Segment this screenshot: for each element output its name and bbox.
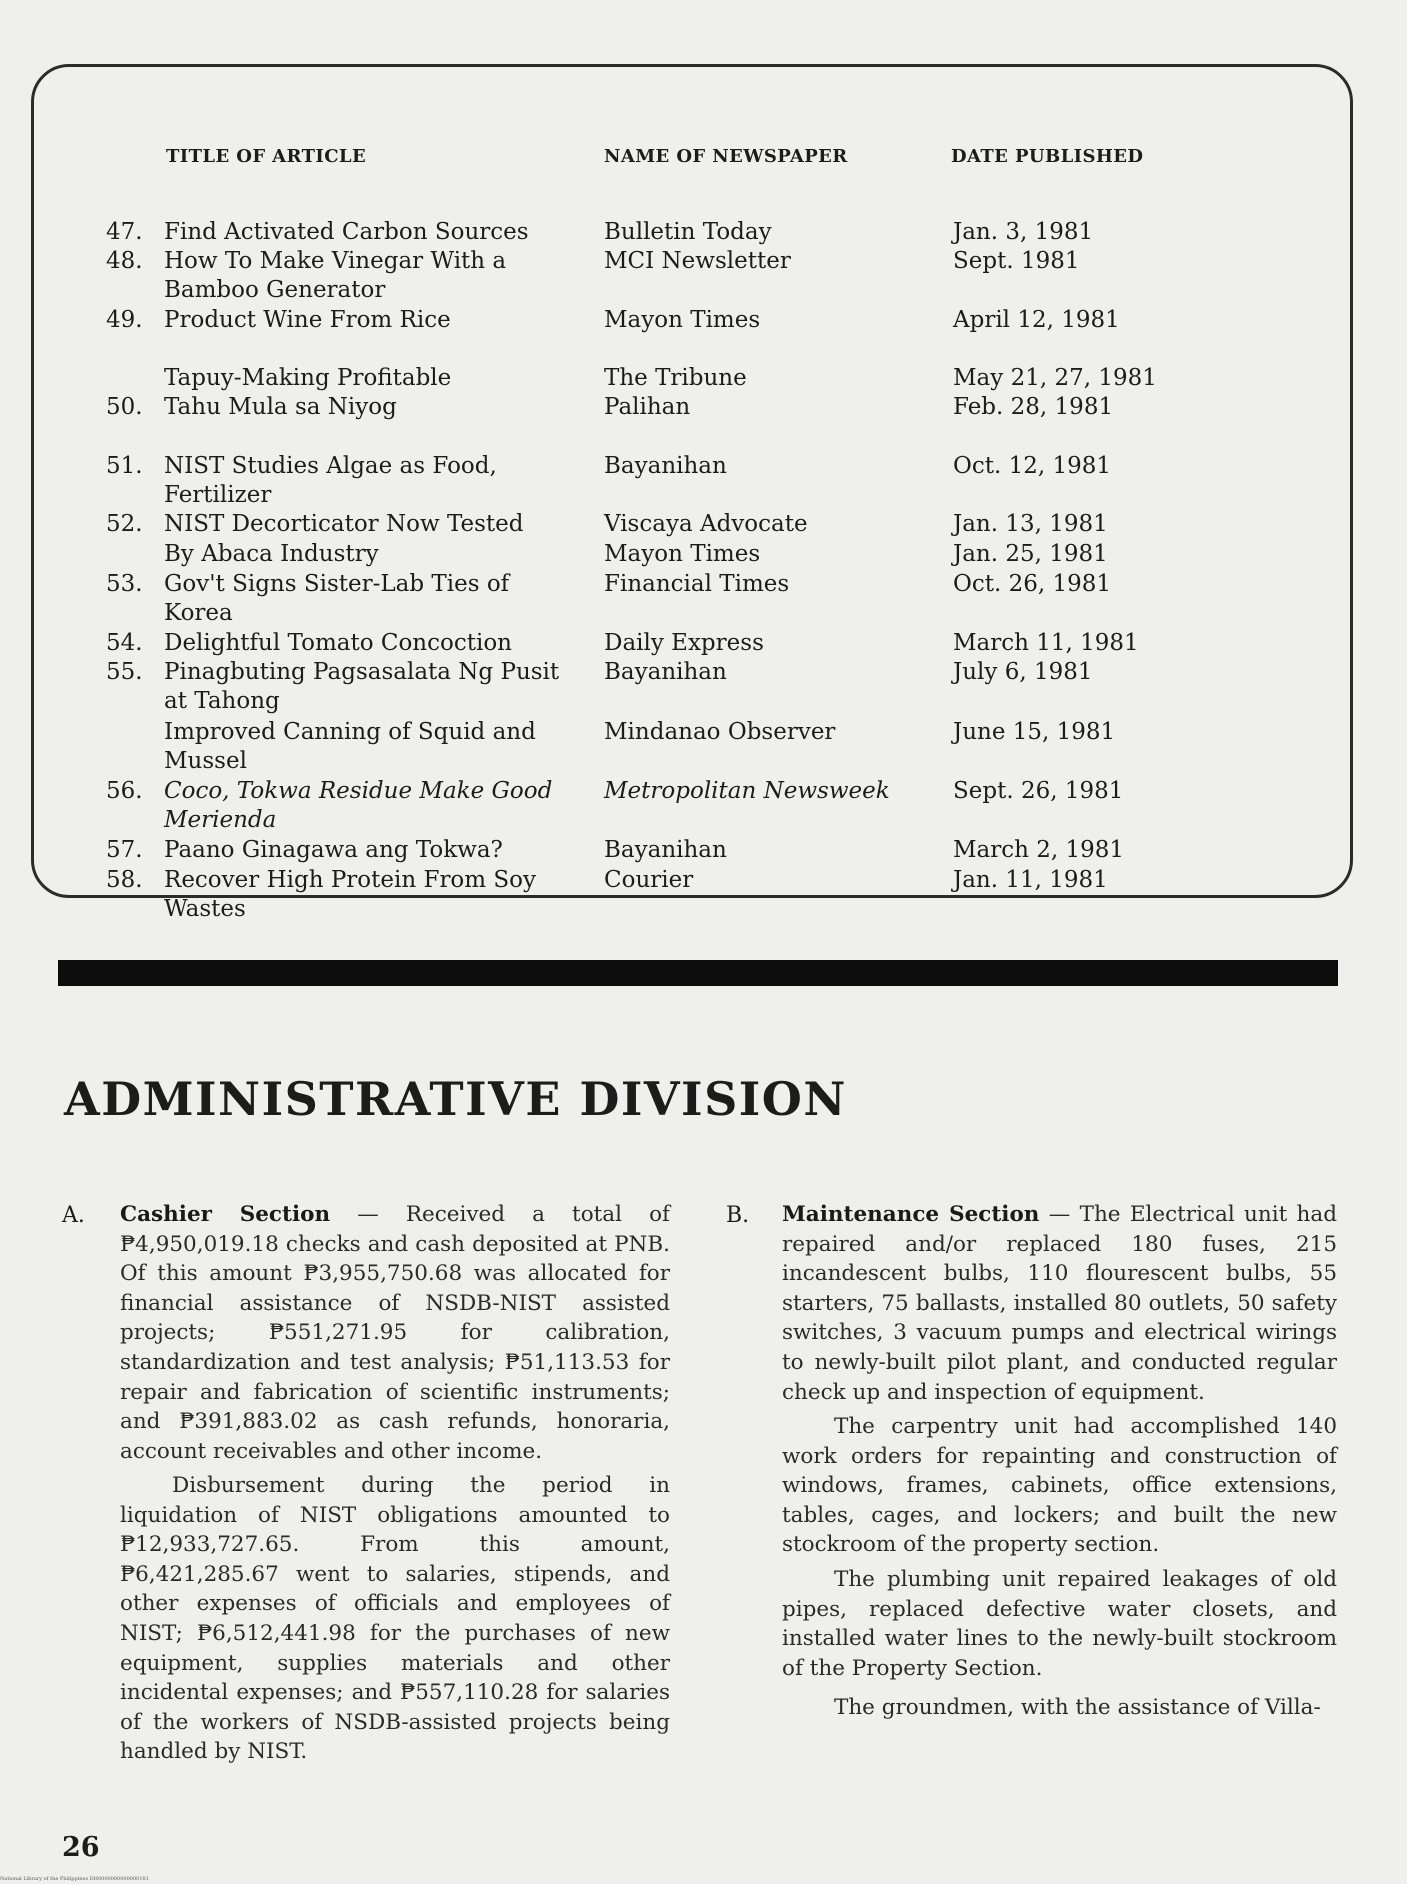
article-title: Improved Canning of Squid and Mussel (164, 719, 536, 774)
date-published: Oct. 12, 1981 (953, 453, 1112, 479)
section-a-title: Cashier Section (120, 1202, 331, 1227)
article-title: Pinagbuting Pagsasalata Ng Pusit at Tahong (164, 659, 560, 714)
newspaper-name: Courier (604, 867, 694, 893)
date-published: Jan. 13, 1981 (953, 511, 1108, 537)
article-title: Recover High Protein From Soy Wastes (164, 867, 536, 922)
article-title: NIST Decorticator Now Tested (164, 511, 524, 537)
row-number: 49. (106, 307, 143, 333)
newspaper-name: Financial Times (604, 571, 790, 597)
row-number: 54. (106, 630, 143, 656)
newspaper-name: Metropolitan Newsweek (604, 778, 890, 804)
article-title: Coco, Tokwa Residue Make Good Merienda (164, 778, 553, 833)
section-b-title: Maintenance Section (782, 1202, 1040, 1227)
article-title: By Abaca Industry (164, 541, 379, 567)
article-title: Delightful Tomato Concoction (164, 630, 512, 656)
article-title: Tahu Mula sa Niyog (164, 394, 397, 420)
newspaper-name: Mayon Times (604, 541, 761, 567)
date-published: July 6, 1981 (953, 659, 1093, 685)
date-published: March 11, 1981 (953, 630, 1139, 656)
article-title: Product Wine From Rice (164, 307, 451, 333)
article-title: Paano Ginagawa ang Tokwa? (164, 837, 503, 863)
row-number: 56. (106, 778, 143, 804)
header-newspaper: NAME OF NEWSPAPER (604, 146, 848, 167)
page-number: 26 (62, 1832, 100, 1863)
section-b-paragraph-3: The plumbing unit repaired leakages of old pipes, replaced defective water closets, and installed water lines to the newly-built stockroom of the Property Section. (782, 1567, 1337, 1681)
row-number: 51. (106, 453, 143, 479)
section-b-paragraph-4: The groundmen, with the assistance of Villa- (834, 1695, 1321, 1720)
date-published: Jan. 11, 1981 (953, 867, 1108, 893)
article-title: How To Make Vinegar With a Bamboo Generator (164, 248, 507, 303)
section-b-paragraph-2: The carpentry unit had accomplished 140 work orders for repainting and construction of windows, frames, cabinets, office extensions, tables, cages, and lockers; and built the new stockroom of the property section. (782, 1414, 1337, 1558)
date-published: Feb. 28, 1981 (953, 394, 1114, 420)
section-b-paragraph-1: Maintenance Section — The Electrical unit had repaired and/or replaced 180 fuses, 215 incandescent bulbs, 110 flourescent bulbs, 55 starters, 75 ballasts, installed 80 outlets, 50 safety switches, 3 vacuum pumps and electrical wirings to newly-built pilot plant, and conducted regular check up and inspection of equipment. (782, 1202, 1337, 1405)
row-number: 50. (106, 394, 143, 420)
section-a-letter: A. (62, 1203, 85, 1228)
newspaper-name: Bulletin Today (604, 219, 772, 245)
date-published: April 12, 1981 (953, 307, 1120, 333)
row-number: 47. (106, 219, 143, 245)
date-published: June 15, 1981 (953, 719, 1116, 745)
section-a-paragraph-2: Disbursement during the period in liquidation of NIST obligations amounted to ₱12,933,727.65. From this amount, ₱6,421,285.67 went to salaries, stipends, and other expenses of officials and employees of NIST; ₱6,512,441.98 for the purchases of new equipment, supplies materials and other incidental expenses; and ₱557,110.28 for salaries of the workers of NSDB-assisted projects being handled by NIST. (120, 1473, 670, 1765)
section-b-letter: B. (726, 1203, 750, 1228)
date-published: Oct. 26, 1981 (953, 571, 1112, 597)
article-title: Find Activated Carbon Sources (164, 219, 529, 245)
newspaper-name: Daily Express (604, 630, 764, 656)
row-number: 48. (106, 248, 143, 274)
row-number: 58. (106, 867, 143, 893)
newspaper-name: Mayon Times (604, 307, 761, 333)
newspaper-name: Bayanihan (604, 837, 727, 863)
section-a-paragraph-1: Cashier Section — Received a total of ₱4,950,019.18 checks and cash deposited at PNB. Of this amount ₱3,955,750.68 was allocated for financial assistance of NSDB-NIST assisted projects; ₱551,271.95 for calibration, standardization and test analysis; ₱51,113.53 for repair and fabrication of scientific instruments; and ₱391,883.02 as cash refunds, honoraria, account receivables and other income. (120, 1202, 670, 1464)
header-date: DATE PUBLISHED (951, 146, 1144, 167)
newspaper-name: Bayanihan (604, 659, 727, 685)
newspaper-name: Bayanihan (604, 453, 727, 479)
newspaper-name: Mindanao Observer (604, 719, 836, 745)
article-title: Gov't Signs Sister-Lab Ties of Korea (164, 571, 510, 626)
row-number: 55. (106, 659, 143, 685)
newspaper-name: Palihan (604, 394, 691, 420)
date-published: Sept. 1981 (953, 248, 1080, 274)
date-published: March 2, 1981 (953, 837, 1125, 863)
row-number: 57. (106, 837, 143, 863)
row-number: 53. (106, 571, 143, 597)
date-published: May 21, 27, 1981 (953, 365, 1157, 391)
header-title: TITLE OF ARTICLE (166, 146, 367, 167)
article-title: NIST Studies Algae as Food, Fertilizer (164, 453, 497, 508)
article-title: Tapuy-Making Profitable (164, 365, 452, 391)
date-published: Sept. 26, 1981 (953, 778, 1124, 804)
date-published: Jan. 25, 1981 (953, 541, 1108, 567)
section-divider-bar (58, 960, 1338, 986)
row-number: 52. (106, 511, 143, 537)
date-published: Jan. 3, 1981 (953, 219, 1094, 245)
newspaper-name: MCI Newsletter (604, 248, 791, 274)
footer-text: National Library of the Philippines DH0000000000000181 (0, 1876, 149, 1882)
newspaper-name: Viscaya Advocate (604, 511, 808, 537)
newspaper-name: The Tribune (604, 365, 747, 391)
page-title: ADMINISTRATIVE DIVISION (64, 1072, 847, 1126)
